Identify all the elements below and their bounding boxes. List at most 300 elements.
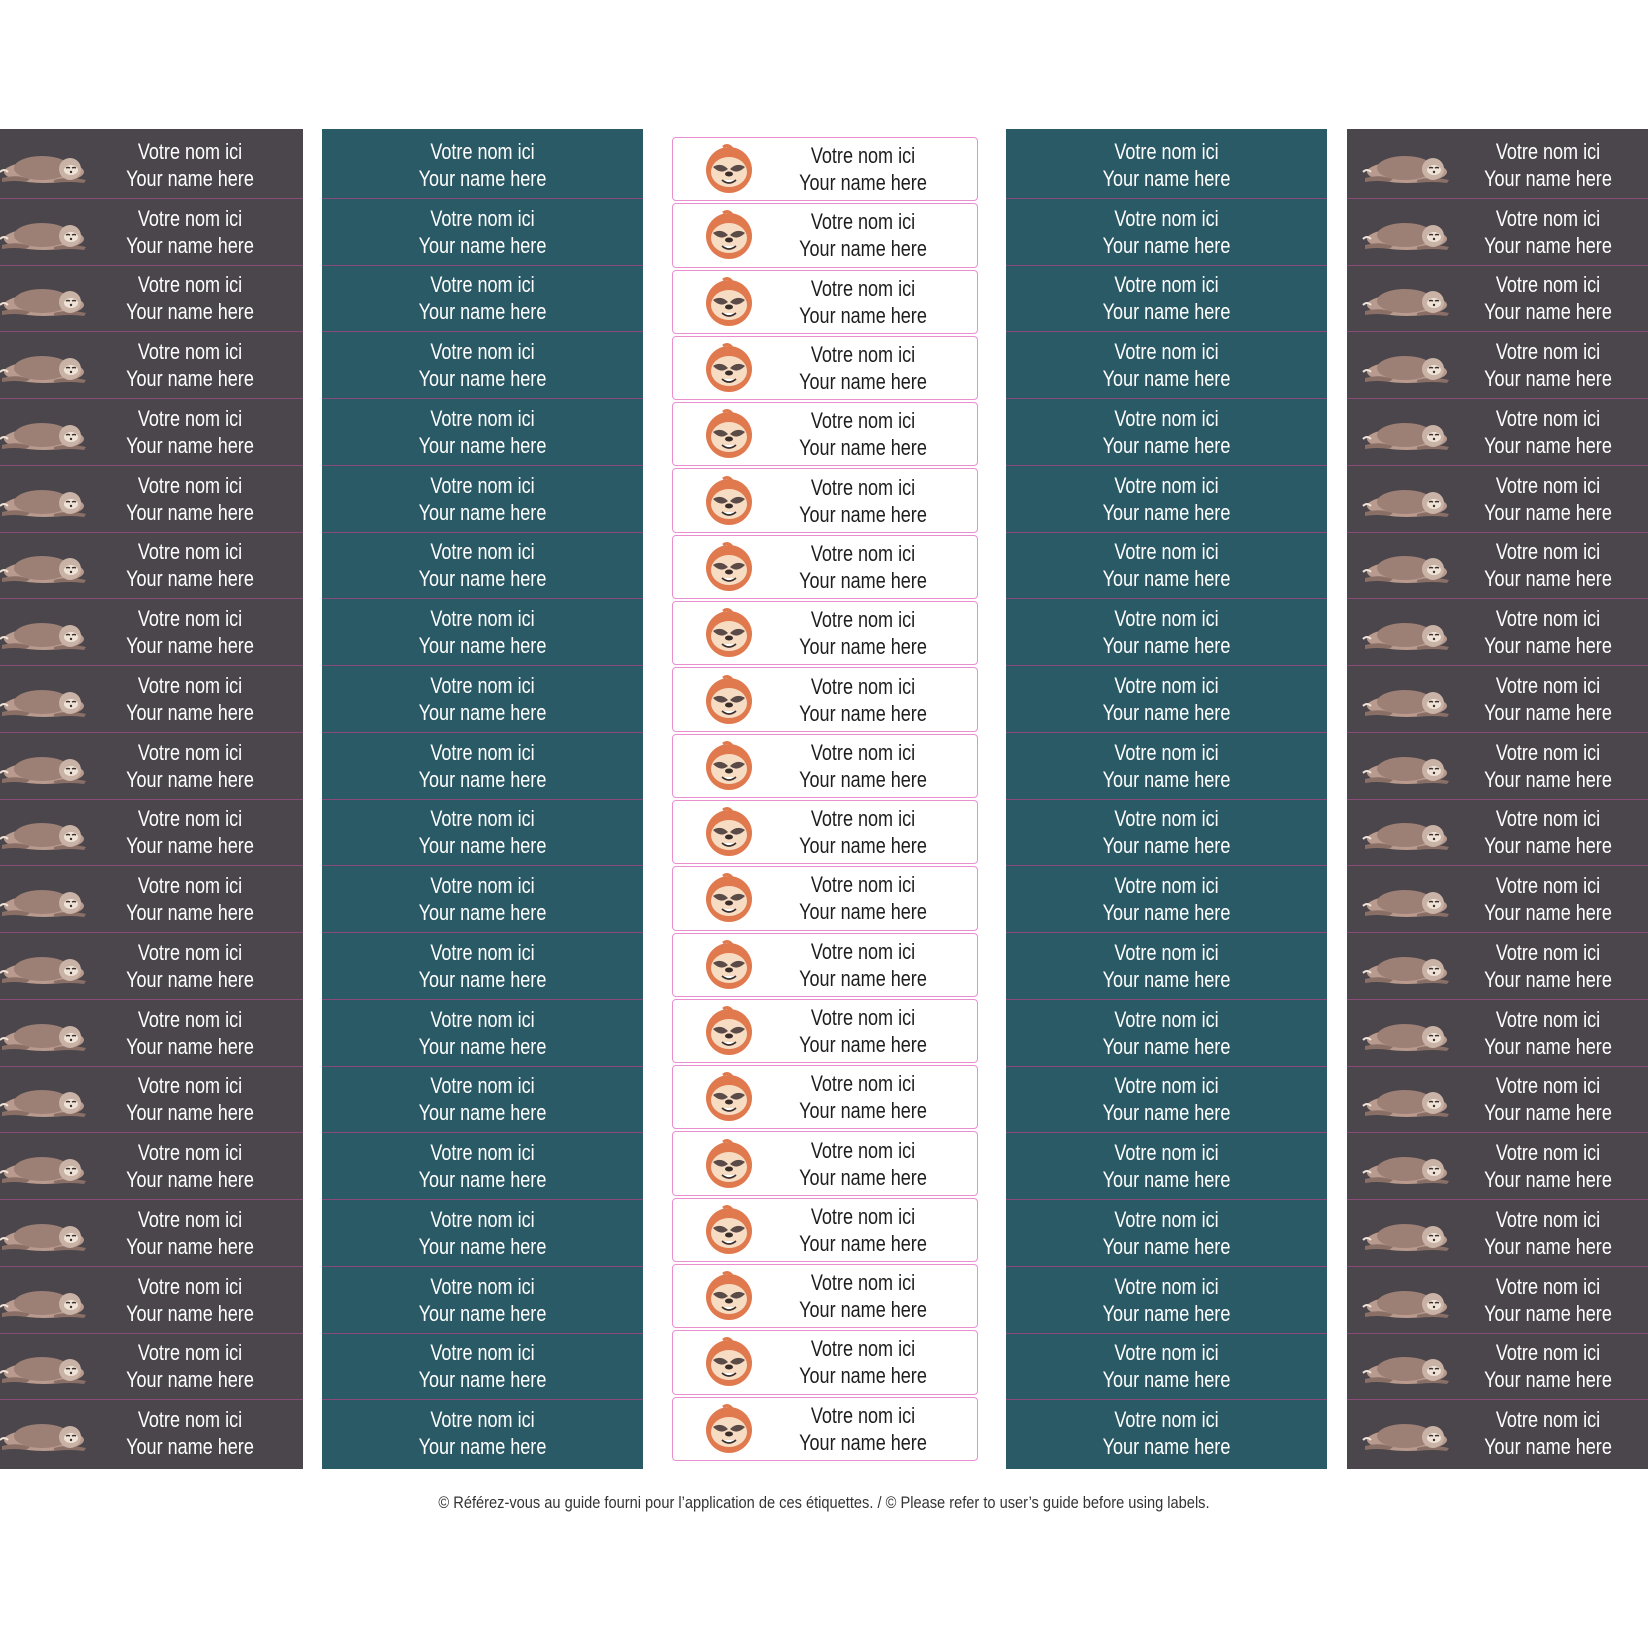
name-label <box>672 734 978 798</box>
label-line-french: Votre nom ici <box>810 1005 916 1030</box>
name-label <box>322 1267 643 1334</box>
label-text <box>781 341 945 395</box>
name-label <box>0 733 303 800</box>
name-label <box>672 402 978 466</box>
name-label <box>322 733 643 800</box>
usage-notice: © Référez-vous au guide fourni pour l’application de ces étiquettes. / © Please refer to user’s guide before using labels. <box>438 1493 1210 1512</box>
label-text <box>1470 1139 1626 1193</box>
name-label <box>1006 132 1327 199</box>
label-text <box>1035 939 1298 993</box>
name-label <box>1006 199 1327 266</box>
name-label <box>1006 399 1327 466</box>
sloth-lying-icon <box>1359 943 1455 989</box>
name-label <box>0 399 303 466</box>
label-line-french: Votre nom ici <box>430 806 535 832</box>
label-text <box>1470 605 1626 659</box>
label-line-french: Votre nom ici <box>430 873 535 899</box>
label-line-english: Your name here <box>1484 1033 1612 1059</box>
name-label <box>672 800 978 864</box>
label-line-french: Votre nom ici <box>1114 606 1219 632</box>
sloth-lying-icon <box>1359 542 1455 588</box>
name-label <box>322 266 643 333</box>
label-text <box>1470 405 1626 459</box>
label-line-english: Your name here <box>1484 432 1612 458</box>
label-line-french: Votre nom ici <box>137 939 243 965</box>
name-label <box>1347 266 1648 333</box>
label-text <box>108 1206 272 1260</box>
label-text <box>781 540 945 594</box>
sloth-lying-icon <box>0 275 92 321</box>
label-line-english: Your name here <box>126 366 254 392</box>
name-label <box>1347 1000 1648 1067</box>
label-line-french: Votre nom ici <box>1114 405 1219 431</box>
label-text <box>108 1406 272 1460</box>
label-line-french: Votre nom ici <box>137 1273 243 1299</box>
label-line-french: Votre nom ici <box>810 1270 916 1296</box>
label-text <box>351 939 614 993</box>
label-line-english: Your name here <box>1484 633 1612 659</box>
label-line-english: Your name here <box>418 1167 547 1193</box>
sloth-lying-icon <box>0 609 92 655</box>
name-label <box>672 137 978 201</box>
label-line-french: Votre nom ici <box>1114 1073 1219 1099</box>
label-text <box>108 672 272 726</box>
name-label <box>672 270 978 334</box>
label-line-english: Your name here <box>1102 1434 1231 1460</box>
label-text <box>351 672 614 726</box>
label-text <box>1470 939 1626 993</box>
label-line-english: Your name here <box>418 966 547 992</box>
label-line-french: Votre nom ici <box>1495 472 1601 498</box>
label-text <box>781 739 945 793</box>
label-line-french: Votre nom ici <box>1114 1006 1219 1032</box>
label-line-english: Your name here <box>418 1233 547 1259</box>
label-line-french: Votre nom ici <box>1114 1340 1219 1366</box>
label-line-english: Your name here <box>1102 1367 1231 1393</box>
name-label <box>1347 199 1648 266</box>
label-line-french: Votre nom ici <box>430 539 535 565</box>
label-line-english: Your name here <box>799 435 927 461</box>
label-line-english: Your name here <box>799 965 927 991</box>
label-line-english: Your name here <box>126 699 254 725</box>
label-text <box>351 805 614 859</box>
label-line-french: Votre nom ici <box>430 1340 535 1366</box>
label-line-french: Votre nom ici <box>137 272 243 298</box>
label-text <box>1470 538 1626 592</box>
label-line-english: Your name here <box>799 170 927 196</box>
name-label <box>672 866 978 930</box>
name-label <box>0 866 303 933</box>
label-line-french: Votre nom ici <box>1495 205 1601 231</box>
label-line-french: Votre nom ici <box>810 1402 916 1428</box>
label-line-english: Your name here <box>1102 1100 1231 1126</box>
label-line-french: Votre nom ici <box>1495 806 1601 832</box>
name-label <box>1347 533 1648 600</box>
label-text <box>781 474 945 528</box>
label-line-english: Your name here <box>126 833 254 859</box>
name-label <box>672 1198 978 1262</box>
label-text <box>1035 872 1298 926</box>
sloth-lying-icon <box>0 209 92 255</box>
label-line-french: Votre nom ici <box>810 872 916 898</box>
sloth-face-icon <box>703 1005 755 1057</box>
label-line-english: Your name here <box>1102 633 1231 659</box>
sloth-lying-icon <box>1359 809 1455 855</box>
label-text <box>1035 1406 1298 1460</box>
label-line-english: Your name here <box>126 299 254 325</box>
label-text <box>1470 338 1626 392</box>
label-line-english: Your name here <box>126 1167 254 1193</box>
name-label <box>1006 1400 1327 1466</box>
label-text <box>351 472 614 526</box>
label-line-english: Your name here <box>799 567 927 593</box>
label-line-french: Votre nom ici <box>1114 205 1219 231</box>
name-label <box>0 266 303 333</box>
label-text <box>108 605 272 659</box>
label-text <box>1470 205 1626 259</box>
label-line-french: Votre nom ici <box>810 938 916 964</box>
name-label <box>0 1067 303 1134</box>
label-line-french: Votre nom ici <box>1114 1407 1219 1433</box>
label-text <box>1035 739 1298 793</box>
name-label <box>322 800 643 867</box>
name-label <box>1347 733 1648 800</box>
label-line-french: Votre nom ici <box>430 405 535 431</box>
label-text <box>781 275 945 329</box>
label-text <box>108 271 272 325</box>
sloth-face-icon <box>703 1336 755 1388</box>
name-label <box>322 332 643 399</box>
sloth-lying-icon <box>0 876 92 922</box>
label-line-french: Votre nom ici <box>810 806 916 832</box>
label-line-french: Votre nom ici <box>1114 1273 1219 1299</box>
label-text <box>1035 271 1298 325</box>
label-text <box>1035 472 1298 526</box>
label-line-french: Votre nom ici <box>1114 873 1219 899</box>
label-line-french: Votre nom ici <box>810 474 916 500</box>
name-label <box>1347 933 1648 1000</box>
label-text <box>351 338 614 392</box>
label-text <box>108 1273 272 1327</box>
label-text <box>1035 1006 1298 1060</box>
label-line-french: Votre nom ici <box>137 205 243 231</box>
label-line-english: Your name here <box>418 766 547 792</box>
name-label <box>322 666 643 733</box>
label-line-english: Your name here <box>1484 1434 1612 1460</box>
name-label <box>322 533 643 600</box>
label-line-english: Your name here <box>1484 566 1612 592</box>
label-line-english: Your name here <box>418 432 547 458</box>
name-label <box>0 1267 303 1334</box>
label-text <box>108 1006 272 1060</box>
name-label <box>1006 1267 1327 1334</box>
label-text <box>351 1406 614 1460</box>
name-label <box>0 800 303 867</box>
label-line-english: Your name here <box>1484 699 1612 725</box>
label-line-french: Votre nom ici <box>137 138 243 164</box>
sloth-lying-icon <box>0 809 92 855</box>
sloth-face-icon <box>703 674 755 726</box>
name-label <box>672 1330 978 1394</box>
name-label <box>1006 599 1327 666</box>
label-text <box>108 939 272 993</box>
label-text <box>781 673 945 727</box>
label-line-english: Your name here <box>799 501 927 527</box>
label-line-french: Votre nom ici <box>1114 806 1219 832</box>
name-label <box>1006 1334 1327 1401</box>
label-column-sloth-right <box>1347 129 1648 1469</box>
label-line-english: Your name here <box>1484 1167 1612 1193</box>
name-label <box>0 199 303 266</box>
label-text <box>781 142 945 196</box>
sloth-lying-icon <box>1359 743 1455 789</box>
label-text <box>351 1006 614 1060</box>
label-line-french: Votre nom ici <box>810 1203 916 1229</box>
sloth-lying-icon <box>0 1143 92 1189</box>
label-text <box>1470 1072 1626 1126</box>
label-text <box>108 1072 272 1126</box>
label-line-english: Your name here <box>1484 1100 1612 1126</box>
label-line-french: Votre nom ici <box>430 1206 535 1232</box>
label-line-english: Your name here <box>1484 966 1612 992</box>
sloth-face-icon <box>703 408 755 460</box>
label-line-french: Votre nom ici <box>430 739 535 765</box>
label-line-french: Votre nom ici <box>137 806 243 832</box>
label-line-french: Votre nom ici <box>430 1006 535 1032</box>
label-line-french: Votre nom ici <box>1495 873 1601 899</box>
label-line-english: Your name here <box>418 1367 547 1393</box>
label-line-english: Your name here <box>418 499 547 525</box>
label-line-english: Your name here <box>126 1033 254 1059</box>
label-text <box>1470 472 1626 526</box>
label-line-english: Your name here <box>126 1100 254 1126</box>
label-line-english: Your name here <box>126 499 254 525</box>
label-text <box>108 1339 272 1393</box>
label-text <box>108 205 272 259</box>
label-line-english: Your name here <box>418 165 547 191</box>
label-line-french: Votre nom ici <box>810 540 916 566</box>
label-text <box>1035 338 1298 392</box>
label-line-english: Your name here <box>126 432 254 458</box>
label-text <box>351 138 614 192</box>
label-line-english: Your name here <box>1102 1233 1231 1259</box>
label-line-french: Votre nom ici <box>1114 138 1219 164</box>
sloth-face-icon <box>703 1138 755 1190</box>
name-label <box>0 1334 303 1401</box>
label-line-english: Your name here <box>799 634 927 660</box>
label-text <box>781 1137 945 1191</box>
label-text <box>781 1402 945 1456</box>
label-text <box>1470 1406 1626 1460</box>
sloth-lying-icon <box>1359 1410 1455 1456</box>
label-text <box>781 1070 945 1124</box>
name-label <box>672 667 978 731</box>
label-line-english: Your name here <box>1484 1367 1612 1393</box>
label-line-english: Your name here <box>1102 1033 1231 1059</box>
label-line-french: Votre nom ici <box>1495 739 1601 765</box>
label-line-english: Your name here <box>799 1098 927 1124</box>
label-line-french: Votre nom ici <box>810 408 916 434</box>
label-text <box>781 805 945 859</box>
name-label <box>672 1264 978 1328</box>
label-line-french: Votre nom ici <box>137 1006 243 1032</box>
label-text <box>781 1269 945 1323</box>
label-line-english: Your name here <box>799 766 927 792</box>
label-line-french: Votre nom ici <box>137 539 243 565</box>
sloth-lying-icon <box>0 1277 92 1323</box>
sloth-lying-icon <box>0 409 92 455</box>
label-text <box>781 606 945 660</box>
label-line-english: Your name here <box>1484 499 1612 525</box>
name-label <box>1006 1000 1327 1067</box>
label-line-french: Votre nom ici <box>1114 672 1219 698</box>
label-line-french: Votre nom ici <box>810 1336 916 1362</box>
label-text <box>781 1335 945 1389</box>
label-line-english: Your name here <box>799 302 927 328</box>
label-line-english: Your name here <box>418 366 547 392</box>
sloth-lying-icon <box>0 476 92 522</box>
label-line-french: Votre nom ici <box>137 873 243 899</box>
label-line-french: Votre nom ici <box>1495 939 1601 965</box>
name-label <box>1347 599 1648 666</box>
label-text <box>351 1273 614 1327</box>
label-text <box>1470 138 1626 192</box>
label-line-french: Votre nom ici <box>1495 606 1601 632</box>
label-line-english: Your name here <box>1102 165 1231 191</box>
label-line-french: Votre nom ici <box>1495 672 1601 698</box>
name-label <box>1347 1133 1648 1200</box>
sloth-face-icon <box>703 607 755 659</box>
name-label <box>1347 132 1648 199</box>
label-line-french: Votre nom ici <box>810 275 916 301</box>
label-text <box>1035 405 1298 459</box>
label-line-english: Your name here <box>418 1100 547 1126</box>
sloth-lying-icon <box>1359 275 1455 321</box>
label-column-white-center <box>670 129 980 1469</box>
label-line-french: Votre nom ici <box>1495 138 1601 164</box>
label-line-french: Votre nom ici <box>810 209 916 235</box>
name-label <box>1006 800 1327 867</box>
label-line-english: Your name here <box>1102 766 1231 792</box>
sloth-face-icon <box>703 209 755 261</box>
label-line-english: Your name here <box>1102 232 1231 258</box>
sloth-face-icon <box>703 342 755 394</box>
name-label <box>1006 266 1327 333</box>
sloth-lying-icon <box>0 542 92 588</box>
sloth-lying-icon <box>1359 1010 1455 1056</box>
name-label <box>0 1400 303 1466</box>
sloth-face-icon <box>703 143 755 195</box>
label-text <box>108 538 272 592</box>
label-text <box>781 938 945 992</box>
label-line-french: Votre nom ici <box>430 606 535 632</box>
label-line-french: Votre nom ici <box>1495 1340 1601 1366</box>
label-line-french: Votre nom ici <box>137 606 243 632</box>
label-line-french: Votre nom ici <box>430 138 535 164</box>
label-text <box>1470 672 1626 726</box>
name-label <box>1347 1400 1648 1466</box>
sloth-lying-icon <box>1359 676 1455 722</box>
name-label <box>322 399 643 466</box>
label-text <box>1035 805 1298 859</box>
label-line-english: Your name here <box>1102 299 1231 325</box>
label-line-french: Votre nom ici <box>1495 1140 1601 1166</box>
label-text <box>108 739 272 793</box>
label-line-french: Votre nom ici <box>430 272 535 298</box>
name-label <box>672 1065 978 1129</box>
label-line-french: Votre nom ici <box>1495 339 1601 365</box>
label-line-english: Your name here <box>126 1367 254 1393</box>
label-text <box>351 605 614 659</box>
sloth-lying-icon <box>0 1343 92 1389</box>
label-column-sloth-left <box>0 129 303 1469</box>
name-label <box>0 533 303 600</box>
label-text <box>351 205 614 259</box>
sloth-lying-icon <box>1359 1343 1455 1389</box>
label-line-french: Votre nom ici <box>1495 1206 1601 1232</box>
name-label <box>1347 800 1648 867</box>
label-line-french: Votre nom ici <box>430 339 535 365</box>
sloth-lying-icon <box>0 1010 92 1056</box>
name-label <box>1006 466 1327 533</box>
sloth-face-icon <box>703 872 755 924</box>
label-line-english: Your name here <box>1484 766 1612 792</box>
label-text <box>351 1339 614 1393</box>
label-text <box>351 739 614 793</box>
sloth-lying-icon <box>0 342 92 388</box>
sloth-lying-icon <box>1359 209 1455 255</box>
sloth-lying-icon <box>1359 1210 1455 1256</box>
name-label <box>0 599 303 666</box>
label-line-french: Votre nom ici <box>1495 405 1601 431</box>
label-line-french: Votre nom ici <box>810 673 916 699</box>
name-label <box>322 199 643 266</box>
label-text <box>351 405 614 459</box>
label-text <box>781 208 945 262</box>
label-text <box>1470 1339 1626 1393</box>
sloth-lying-icon <box>0 142 92 188</box>
label-text <box>1470 805 1626 859</box>
label-line-english: Your name here <box>1484 900 1612 926</box>
label-line-english: Your name here <box>418 1434 547 1460</box>
name-label <box>322 466 643 533</box>
sloth-face-icon <box>703 1204 755 1256</box>
name-label <box>1347 1067 1648 1134</box>
sloth-lying-icon <box>1359 142 1455 188</box>
label-text <box>1470 1273 1626 1327</box>
label-line-french: Votre nom ici <box>137 472 243 498</box>
name-label <box>1347 1334 1648 1401</box>
label-text <box>1035 1273 1298 1327</box>
label-line-french: Votre nom ici <box>137 739 243 765</box>
label-line-french: Votre nom ici <box>137 1340 243 1366</box>
label-text <box>108 138 272 192</box>
label-line-english: Your name here <box>418 1033 547 1059</box>
name-label <box>1347 1200 1648 1267</box>
label-text <box>1470 271 1626 325</box>
label-line-english: Your name here <box>799 899 927 925</box>
sloth-lying-icon <box>1359 609 1455 655</box>
name-label <box>1006 866 1327 933</box>
label-text <box>351 1206 614 1260</box>
sloth-face-icon <box>703 541 755 593</box>
name-label <box>672 933 978 997</box>
name-label <box>672 336 978 400</box>
label-line-french: Votre nom ici <box>137 672 243 698</box>
label-line-english: Your name here <box>126 1233 254 1259</box>
label-line-french: Votre nom ici <box>810 739 916 765</box>
name-label <box>1347 466 1648 533</box>
